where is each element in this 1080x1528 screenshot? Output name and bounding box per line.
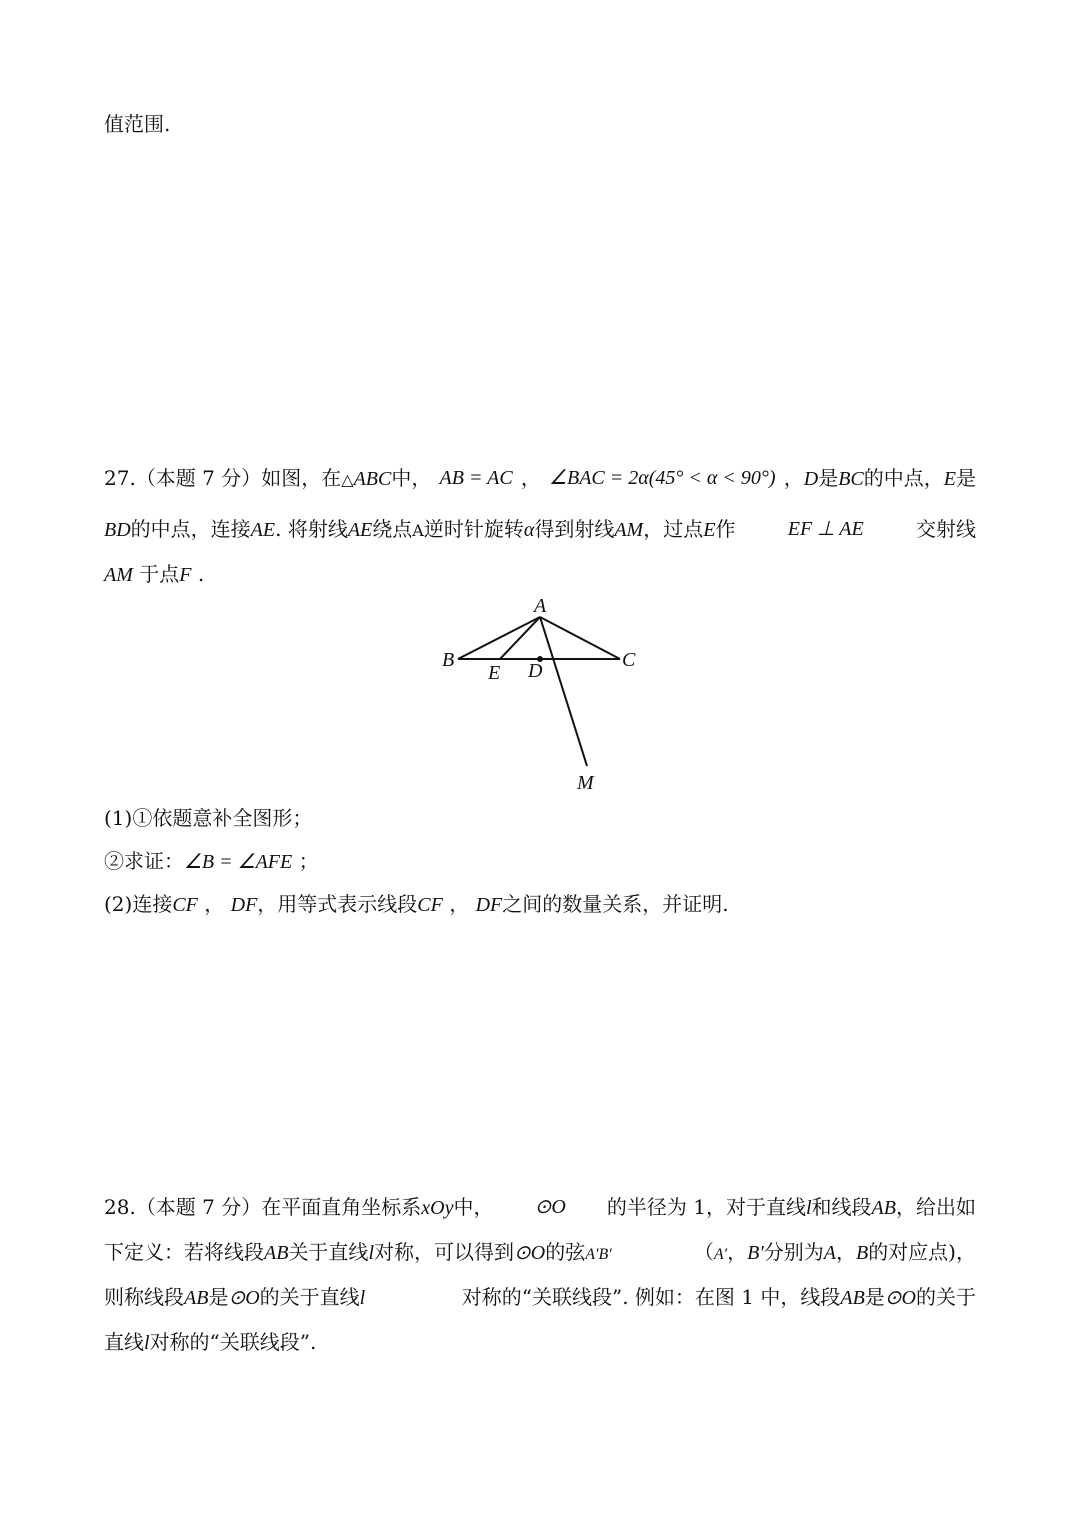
q27-line-1: 27.（本题 7 分）如图，在△ABC中， AB = AC ， ∠BAC = 2α(45° < α < 90°) ，D是BC的中点，E是 [104, 464, 976, 494]
q27-triangle-figure [430, 592, 650, 798]
q28-stem-3b: 对称的“关联线段”. 例如：在图 1 中，线段AB是⊙O的关于 [461, 1285, 976, 1309]
q27-stem-1: 27.（本题 7 分）如图，在△ABC中， [104, 466, 432, 490]
q28-stem-2b: （A′，B′分别为A，B的对应点)， [693, 1240, 976, 1264]
segment-ae [500, 617, 540, 659]
q27-ab-eq-ac: AB = AC [439, 467, 513, 489]
q28-line-4: 直线l对称的“关联线段”. [104, 1330, 317, 1354]
label-a: A [534, 595, 547, 617]
q28-line-3 [104, 1283, 976, 1312]
q28-stem-1b: 的半径为 1，对于直线l和线段AB，给出如 [606, 1195, 976, 1219]
prev-tail-text: 值范围. [104, 112, 171, 136]
q27-part1-1: (1)①依题意补全图形； [104, 806, 313, 830]
label-d: D [528, 660, 543, 682]
q27-part2: (2)连接CF ， DF，用等式表示线段CF ， DF之间的数量关系，并证明. [104, 892, 729, 916]
prev-question-tail [104, 110, 170, 138]
q27-stem-2a: BD的中点，连接AE. 将射线AE绕点A逆时针旋转α得到射线AM，过点E作 [104, 517, 736, 541]
label-c: C [622, 649, 636, 671]
label-m: M [577, 772, 594, 794]
q28-line-1: 28.（本题 7 分）在平面直角坐标系xOy中， ⊙O 的半径为 1，对于直线l和线段AB，给出如 [104, 1193, 976, 1222]
q27-angle-condition: ∠BAC = 2α(45° < α < 90°) [549, 467, 776, 489]
q27-stem-1-tail: ，D是BC的中点，E是 [783, 466, 976, 490]
label-e: E [488, 662, 501, 684]
q28-stem-3a: 则称线段AB是⊙O的关于直线l [104, 1285, 366, 1309]
q28-line-2 [104, 1238, 976, 1269]
q27-line-3: AM 于点F . [104, 562, 205, 586]
q27-line-2: BD的中点，连接AE. 将射线AE绕点A逆时针旋转α得到射线AM，过点E作 EF ⊥ AE 交射线 [104, 515, 976, 545]
ray-am [540, 617, 587, 766]
segment-ab [458, 617, 540, 659]
label-b: B [442, 649, 455, 671]
q28-stem-2a: 下定义：若将线段AB关于直线l对称，可以得到⊙O的弦A′B′ [104, 1240, 612, 1264]
q27-part1-2: ②求证：∠B = ∠AFE ； [104, 849, 319, 873]
q27-perp-expr: EF ⊥ AE [787, 518, 864, 540]
q28-stem-1a: 28.（本题 7 分）在平面直角坐标系xOy中， [104, 1195, 494, 1219]
